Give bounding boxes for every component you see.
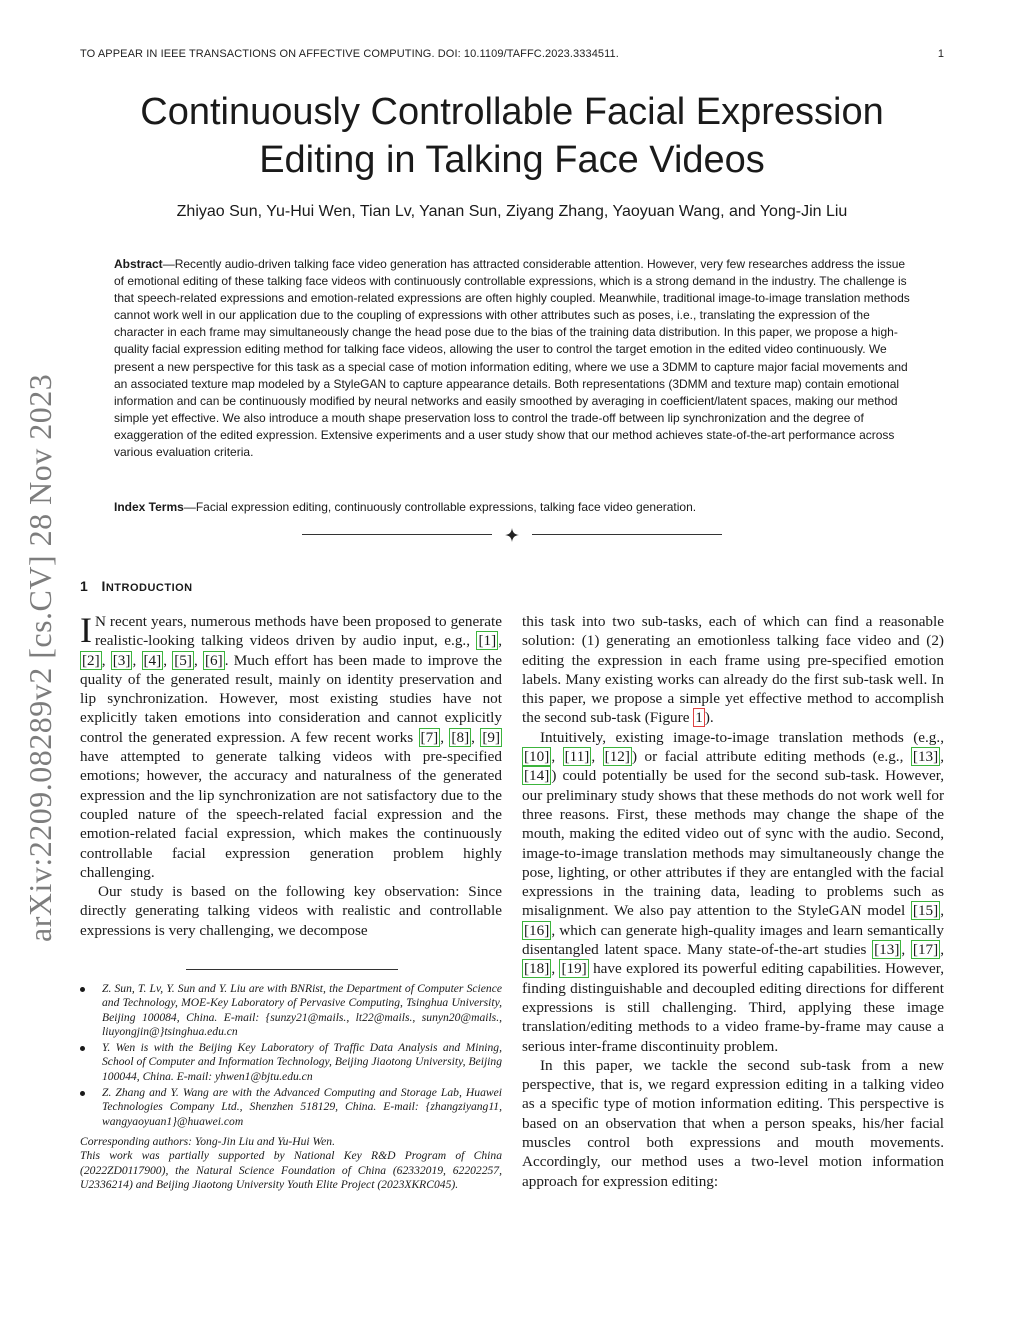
intro-paragraph-1: I N recent years, numerous methods have been proposed to generate realistic-looking talking videos driven by audio input, e.g., [1] , [2] , [3] , [4] , [5] , [6] . Much effort has been made to improve the quality of the generated result, mainly on identity preservation and lip synchronization. However, most existing studies have not explicitly taken emotions into consideration and cannot explicitly control the generated expression. A few recent works [7] , [8] , [9] have attempted to generate talking videos with pre-specified emotions; however, the accuracy and naturalness of the generated expression and the lip synchronization are not satisfactory due to the coupled nature of the speech-related facial expression and the emotion-related facial expression, which makes the continuously controllable facial expression generation problem highly challenging. (80, 610, 503, 881)
affiliation-list (80, 982, 502, 1129)
citation-link[interactable]: [14] (524, 767, 550, 785)
intro-paragraph-4: Intuitively, existing image-to-image translation methods (e.g., [10] , [11] , [12] ) or facial attribute editing methods (e.g., [13] , [14] ) could potentially be used for the second sub-task. However, our preliminary study shows that these methods do not work well for three reasons. First, these methods may change the shape of the mouth, making the edited video out of sync with the audio. Second, image-to-image translation methods may simultaneously change the pose, lighting, or other attributes if they are entangled with the facial expressions in the training data, leading to problems such as misalignment. We also pay attention to the StyleGAN model [15] , [16] , which can generate high-quality images and learn semantically disentangled latent space. Many state-of-the-art studies [13] , [17] , [18] , [19] have explored its powerful editing capabilities. However, finding distinguishable and decoupled editing directions for different expressions is still challenging. Third, applying these image translation/editing methods to a video frame-by-frame may cause a serious inter-frame discontinuity problem. (522, 728, 945, 1055)
divider-line-left (302, 534, 492, 535)
intro-text-1c: have attempted to generate talking videos with pre-specified emotions; however, the accuracy and naturalness of the generated expression and the lip synchronization are not satisfactory due to the coupled nature of the speech-related facial expression and the emotion-related facial expression, which makes the continuously controllable facial expression generation problem highly challenging. (80, 748, 502, 881)
intro-text-1a: N recent years, numerous methods have been proposed to generate realistic-looking talking videos driven by audio input, e.g., (95, 613, 502, 650)
footnote-rule (186, 969, 398, 970)
affiliation-text: Y. Wen is with the Beijing Key Laboratory of Traffic Data Analysis and Mining, School of Computer and Information Technology, Beijing Jiaotong University, Beijing 100044, China. E-mail: yhwen1@bjtu.edu.cn (102, 1041, 502, 1083)
section-divider (302, 526, 722, 542)
left-column (80, 612, 502, 940)
page-number: 1 (937, 48, 944, 60)
intro-text-4c: ) could potentially be used for the second sub-task. However, our preliminary study shows that these methods do not work well for three reasons. First, these methods may change the shape of the mouth, making the edited video out of sync with the audio. Second, image-to-image translation methods may simultaneously change the pose, lighting, or other attributes if they are entangled with the facial expressions in the training data, leading to problems such as misalignment. We also pay attention to the StyleGAN model (522, 767, 944, 920)
section-title-rest: NTRODUCTION (105, 582, 193, 594)
section-heading-introduction (80, 578, 193, 594)
citation-link[interactable]: [15] (912, 902, 939, 920)
bullet-icon (80, 987, 85, 992)
divider-line-right (532, 534, 722, 535)
index-terms-text: —Facial expression editing, continuously controllable expressions, talking face video generation. (183, 500, 697, 514)
citation-link[interactable]: [8] (451, 728, 470, 746)
index-terms-label: Index Terms (114, 500, 184, 514)
intro-text-4a: Intuitively, existing image-to-image translation methods (e.g., (540, 728, 944, 746)
citation-link[interactable]: [4] (143, 651, 162, 669)
author-list: Zhiyao Sun, Yu-Hui Wen, Tian Lv, Yanan Sun, Ziyang Zhang, Yaoyuan Wang, and Yong-Jin Liu (176, 203, 848, 220)
title-line-1: Continuously Controllable Facial Expression (140, 91, 884, 133)
citation-link[interactable]: [10] (524, 748, 550, 766)
citation-link[interactable]: [16] (524, 921, 550, 939)
citation-link[interactable]: [17] (912, 941, 939, 959)
footnotes (80, 982, 502, 1192)
citation-link[interactable]: [3] (112, 651, 131, 669)
intro-text-3b: ). (704, 709, 714, 727)
citation-link[interactable]: [19] (561, 960, 587, 978)
citation-link[interactable]: [6] (205, 651, 223, 669)
citation-link[interactable]: [12] (604, 748, 630, 766)
title-line-2: Editing in Talking Face Videos (259, 139, 765, 181)
citation-link[interactable]: [5] (174, 651, 192, 669)
intro-text-1b: . Much effort has been made to improve the quality of the generated result, mainly on identity preservation and lip synchronization. However, most existing studies have not explicitly taken emotions into consideration and cannot explicitly control the generated expression. A few recent works (80, 651, 503, 746)
affiliation-text: Z. Sun, T. Lv, Y. Sun and Y. Liu are with BNRist, the Department of Computer Science and Technology, MOE-Key Laboratory of Pervasive Computing, Tsinghua University, Beijing 100084, China. E-mail: {sunzy21@mails., lt22@mails., sunyn20@mails., liuyongjin@}tsinghua.edu.cn (102, 982, 502, 1038)
running-head: TO APPEAR IN IEEE TRANSACTIONS ON AFFECTIVE COMPUTING. DOI: 10.1109/TAFFC.2023.3334511. (80, 48, 619, 60)
affiliation-item (80, 1041, 502, 1084)
drop-cap: I (80, 610, 92, 650)
intro-paragraph-5: In this paper, we tackle the second sub-task from a new perspective, that is, we regard expression editing in a talking video as a specific type of motion information editing. This perspective is based on an observation that when a person speaks, his/her facial muscles control both expressions and mouth movements. Accordingly, our method uses a two-level motion information approach for expression editing: (522, 1056, 944, 1190)
citation-link[interactable]: [9] (482, 728, 501, 746)
intro-paragraph-3 (522, 612, 944, 728)
bullet-icon (80, 1091, 85, 1096)
citation-link[interactable]: [2] (82, 651, 100, 669)
citation-link[interactable]: [18] (524, 960, 550, 978)
intro-paragraph-2: Our study is based on the following key observation: Since directly generating talking videos with realistic and controllable expressions is very challenging, we decompose (80, 883, 502, 939)
figure-reference-link[interactable]: 1 (695, 709, 703, 727)
funding-note: This work was partially supported by National Key R&D Program of China (2022ZD0117900), the Natural Science Foundation of China (62332019, 62202257, U2336214) and Beijing Jiaotong University Youth Elite Project (2023XKRC045). (80, 1149, 502, 1191)
intro-text-4d: , which can generate high-quality images and learn semantically disentangled latent space. Many state-of-the-art studies (522, 921, 944, 959)
intro-text-3a: this task into two sub-tasks, each of which can find a reasonable solution: (1) generating an emotionless talking face video and (2) editing the expression in each frame using pre-specified emotion labels. Many existing works can already do the first sub-task well. In this paper, we propose a simple yet effective method to accomplish the second sub-task (Figure (522, 613, 944, 727)
intro-text-4b: ) or facial attribute editing methods (e.g., (631, 748, 911, 766)
section-number: 1 (80, 578, 89, 594)
arxiv-stamp[interactable]: arXiv:2209.08289v2 [cs.CV] 28 Nov 2023 (22, 373, 58, 942)
right-column (522, 612, 944, 1191)
affiliation-text: Z. Zhang and Y. Wang are with the Advanced Computing and Storage Lab, Huawei Technologies Company Ltd., Shenzhen 518129, China. E-mail: {zhangziyang11, wangyaoyuan1}@huawei.com (102, 1086, 502, 1128)
corresponding-authors: Corresponding authors: Yong-Jin Liu and Yu-Hui Wen. (80, 1134, 335, 1148)
affiliation-item (80, 982, 502, 1039)
abstract-label: Abstract (114, 257, 163, 271)
diamond-ornament-icon (505, 528, 519, 542)
citation-link[interactable]: [13] (912, 748, 939, 766)
abstract-text: —Recently audio-driven talking face video generation has attracted considerable attention. However, very few researches address the issue of emotional editing of these talking face videos with continuously controllable expressions, which is a strong demand in the industry. The challenge is that speech-related expressions and emotion-related expressions are often highly coupled. Meanwhile, traditional image-to-image translation methods cannot work well in our application due to the coupling of expressions with other attributes such as poses, i.e., translating the expression of the character in each frame may simultaneously change the head pose due to the bias of the training data distribution. In this paper, we propose a high-quality facial expression editing method for talking face videos, allowing the user to control the target emotion in the edited video continuously. We present a new perspective for this task as a special case of motion information editing, where we use a 3DMM to capture major facial movements and an associated texture map modeled by a StyleGAN to capture appearance details. Both representations (3DMM and texture map) contain emotional information and can be continuously modified by neural networks and easily smoothed by averaging in coefficient/latent spaces, making our method simple yet effective. We also introduce a mouth shape preservation loss to control the trade-off between lip synchronization and the degree of exaggeration of the edited expression. Extensive experiments and a user study show that our method achieves state-of-the-art performance across various evaluation criteria. (114, 257, 910, 460)
index-terms (114, 499, 910, 516)
citation-link[interactable]: [13] (874, 941, 900, 959)
citation-link[interactable]: [11] (564, 748, 590, 766)
bullet-icon (80, 1046, 85, 1051)
affiliation-item (80, 1086, 502, 1129)
intro-text-4e: have explored its powerful editing capabilities. However, finding distinguishable and decoupled editing directions for different expressions is still challenging. Third, applying these image translation/editing methods to a video frame-by-frame may cause a serious inter-frame discontinuity problem. (522, 960, 944, 1055)
paper-title (80, 88, 944, 184)
abstract (114, 256, 910, 461)
citation-link[interactable]: [1] (478, 632, 497, 650)
section-title-initial: I (101, 578, 106, 594)
citation-link[interactable]: [7] (420, 728, 439, 746)
